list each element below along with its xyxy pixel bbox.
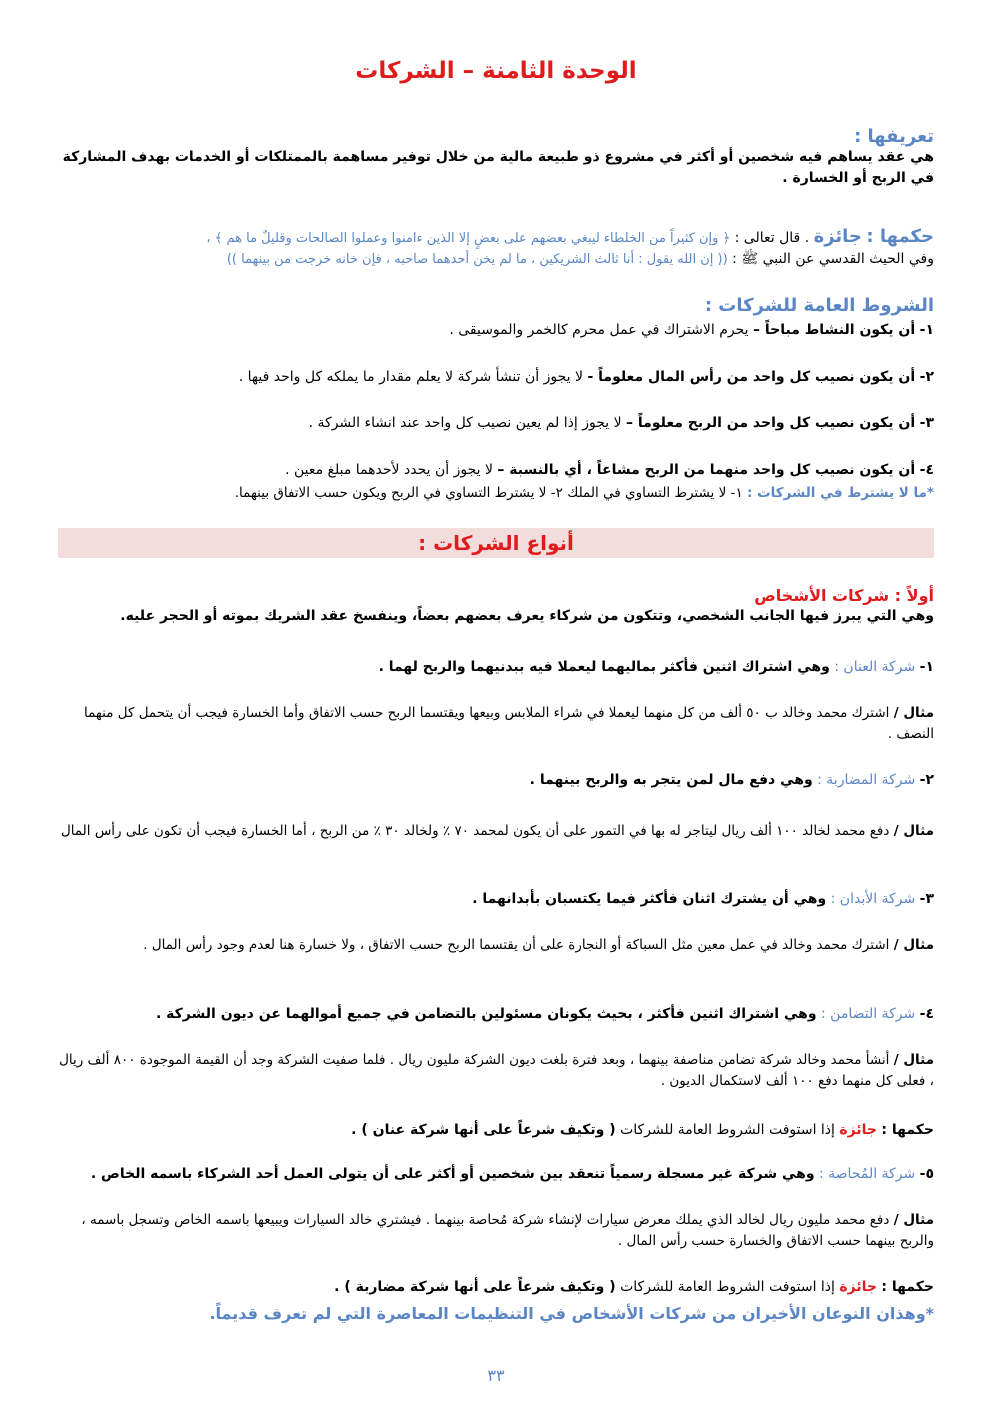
company-name: شركة العنان :: [834, 659, 916, 675]
ruling-verse: ﴿ وإن كثيراً من الخلطاء ليبغي بعضهم على بعضٍ إلا الذين ءامنوا وعملوا الصالحات وقليلٌ ما هم ﴾ ،: [206, 231, 731, 246]
company-ruling: [58, 1120, 934, 1141]
condition-title: أن يكون نصيب كل واحد منهما من الربح مشاعاً ، أي بالنسبة –: [497, 462, 916, 478]
company-item: [58, 657, 934, 678]
company-number: ٤-: [919, 1006, 934, 1022]
condition-title: أن يكون النشاط مباحاً –: [753, 322, 916, 338]
company-item: [58, 770, 934, 791]
final-note: [58, 1303, 934, 1326]
company-example: [58, 935, 934, 956]
company-number: ٥-: [919, 1166, 934, 1182]
hadith-text: (( إن الله يقول : أنا ثالث الشريكين ، ما لم يخن أحدهما صاحبه ، فإن خانه خرجت من بينهما )): [226, 252, 728, 267]
ruling-label: حكمها :: [881, 1122, 934, 1138]
condition-number: ٣-: [919, 415, 934, 431]
ruling-label: حكمها :: [881, 1279, 934, 1295]
page-title: الوحدة الثامنة – الشركات: [355, 58, 637, 84]
condition-number: ١-: [919, 322, 934, 338]
condition-item: [58, 367, 934, 388]
company-example: [58, 1210, 934, 1252]
company-name: شركة التضامن :: [821, 1006, 916, 1022]
condition-item: [58, 413, 934, 434]
types-heading: أنواع الشركات :: [58, 528, 934, 558]
example-label: مثال /: [893, 937, 934, 953]
company-definition: وهي اشتراك اثنين فأكثر ، بحيث يكونان مسئولين بالتضامن في جميع أموالهما عن ديون الشركة .: [155, 1006, 817, 1022]
ruling-value: جائزة: [813, 226, 862, 247]
company-definition: وهي اشتراك اثنين فأكثر بماليهما ليعملا فيه ببدنيهما والربح لهما .: [378, 659, 830, 675]
company-definition: وهي دفع مال لمن يتجر به والربح بينهما .: [529, 772, 813, 788]
company-name: شركة المضاربة :: [817, 772, 916, 788]
conditions-section: [58, 295, 934, 316]
condition-title: أن يكون نصيب كل واحد من الربح معلوماً –: [626, 415, 916, 431]
condition-text: لا يجوز إذا لم يعين نصيب كل واحد عند انشاء الشركة .: [308, 415, 622, 431]
example-text: اشترك محمد وخالد ب ٥٠ ألف من كل منهما ليعملا في شراء الملابس وبيعها ويقتسما الربح حسب الاتفاق وأما الخسارة فيجب أن يتحمل كل منهما النصف .: [84, 705, 934, 742]
ruling-text: إذا استوفت الشروط العامة للشركات: [620, 1279, 835, 1295]
ruling-section: [58, 226, 934, 270]
company-example: [58, 1050, 934, 1092]
company-ruling: [58, 1277, 934, 1298]
example-label: مثال /: [893, 705, 934, 721]
company-item: [58, 1004, 934, 1025]
condition-number: ٢-: [919, 369, 934, 385]
company-number: ١-: [919, 659, 934, 675]
hadith-intro: وفي الحيث القدسي عن النبي ﷺ :: [732, 251, 934, 267]
company-definition: وهي شركة غير مسجلة رسمياً تنعقد بين شخصين أو أكثر على أن يتولى العمل أحد الشركاء باسمه الخاص .: [90, 1166, 815, 1182]
condition-title: أن يكون نصيب كل واحد من رأس المال معلوماً -: [587, 369, 916, 385]
definition-heading: تعريفها :: [854, 126, 934, 147]
company-name: شركة الأبدان :: [830, 891, 916, 907]
persons-heading: أولاً : شركات الأشخاص: [754, 586, 934, 605]
definition-text: هي عقد يساهم فيه شخصين أو أكثر في مشروع ذو طبيعة مالية من خلال توفير مساهمة بالممتلكات أو الخدمات بهدف المشاركة في الربح أو الخسارة .: [62, 149, 934, 186]
company-item: [58, 889, 934, 910]
persons-section: [58, 585, 934, 627]
condition-text: يحرم الاشتراك في عمل محرم كالخمر والموسيقى .: [449, 322, 749, 338]
ruling-value: جائزة: [839, 1279, 877, 1295]
example-text: دفع محمد مليون ريال لخالد الذي يملك معرض سيارات لإنشاء شركة مُحاصة بينهما . فيشتري خالد السيارات ويبيعها باسمه الخاص وتسجل باسمه ، والربح بينهما حسب الاتفاق والخسارة حسب رأس المال .: [81, 1212, 934, 1249]
not-required-text: ١- لا يشترط التساوي في الملك ٢- لا يشترط التساوي في الربح ويكون حسب الاتفاق بينهما.: [234, 485, 743, 501]
company-example: [58, 821, 934, 842]
company-name: شركة المُحاصة :: [818, 1166, 916, 1182]
ruling-value: جائزة: [839, 1122, 877, 1138]
conditions-heading: الشروط العامة للشركات :: [704, 295, 934, 316]
condition-item: [58, 320, 934, 341]
example-text: اشترك محمد وخالد في عمل معين مثل السباكة أو النجارة على أن يقتسما الربح حسب الاتفاق ، ولا خسارة هنا لعدم وجود رأس المال .: [143, 937, 890, 953]
condition-number: ٤-: [919, 462, 934, 478]
page-number: ٣٣: [487, 1366, 505, 1385]
not-required-note: [58, 483, 934, 504]
definition-section: [58, 126, 934, 189]
ruling-text: إذا استوفت الشروط العامة للشركات: [620, 1122, 835, 1138]
example-label: مثال /: [893, 823, 934, 839]
ruling-classification: ( وتكيف شرعاً على أنها شركة عنان ) .: [351, 1122, 616, 1138]
condition-text: لا يجوز أن يحدد لأحدهما مبلغ معين .: [285, 462, 493, 478]
example-text: دفع محمد لخالد ١٠٠ ألف ريال ليتاجر له بها في التمور على أن يكون لمحمد ٧٠ ٪ ولخالد ٣٠ ٪ من الربح ، أما الخسارة فيجب أن تكون على رأس المال: [60, 823, 890, 839]
condition-text: لا يجوز أن تنشأ شركة لا يعلم مقدار ما يملكه كل واحد فيها .: [238, 369, 583, 385]
company-example: [58, 703, 934, 745]
company-number: ٢-: [919, 772, 934, 788]
ruling-classification: ( وتكيف شرعاً على أنها شركة مضاربة ) .: [334, 1279, 616, 1295]
ruling-label: حكمها :: [866, 226, 934, 247]
example-label: مثال /: [893, 1052, 934, 1068]
ruling-intro: . قال تعالى :: [734, 230, 810, 246]
persons-text: وهي التي يبرز فيها الجانب الشخصي، وتتكون من شركاء يعرف بعضهم بعضاً، وينفسخ عقد الشريك بموته أو الحجر عليه.: [120, 608, 934, 624]
company-item: [58, 1164, 934, 1185]
company-number: ٣-: [919, 891, 934, 907]
final-note-text: *وهذان النوعان الأخيران من شركات الأشخاص في التنظيمات المعاصرة التي لم تعرف قديماً.: [209, 1304, 934, 1323]
example-text: أنشأ محمد وخالد شركة تضامن مناصفة بينهما ، وبعد فترة بلغت ديون الشركة مليون ريال . فلما صفيت الشركة وجد أن القيمة الموجودة ٨٠٠ ألف ريال ، فعلى كل منهما دفع ١٠٠ ألف لاستكمال الديون .: [59, 1052, 934, 1089]
company-definition: وهي أن يشترك اثنان فأكثر فيما يكتسبان بأبدانهما .: [472, 891, 827, 907]
example-label: مثال /: [893, 1212, 934, 1228]
not-required-label: *ما لا يشترط في الشركات :: [747, 485, 934, 501]
condition-item: [58, 460, 934, 481]
